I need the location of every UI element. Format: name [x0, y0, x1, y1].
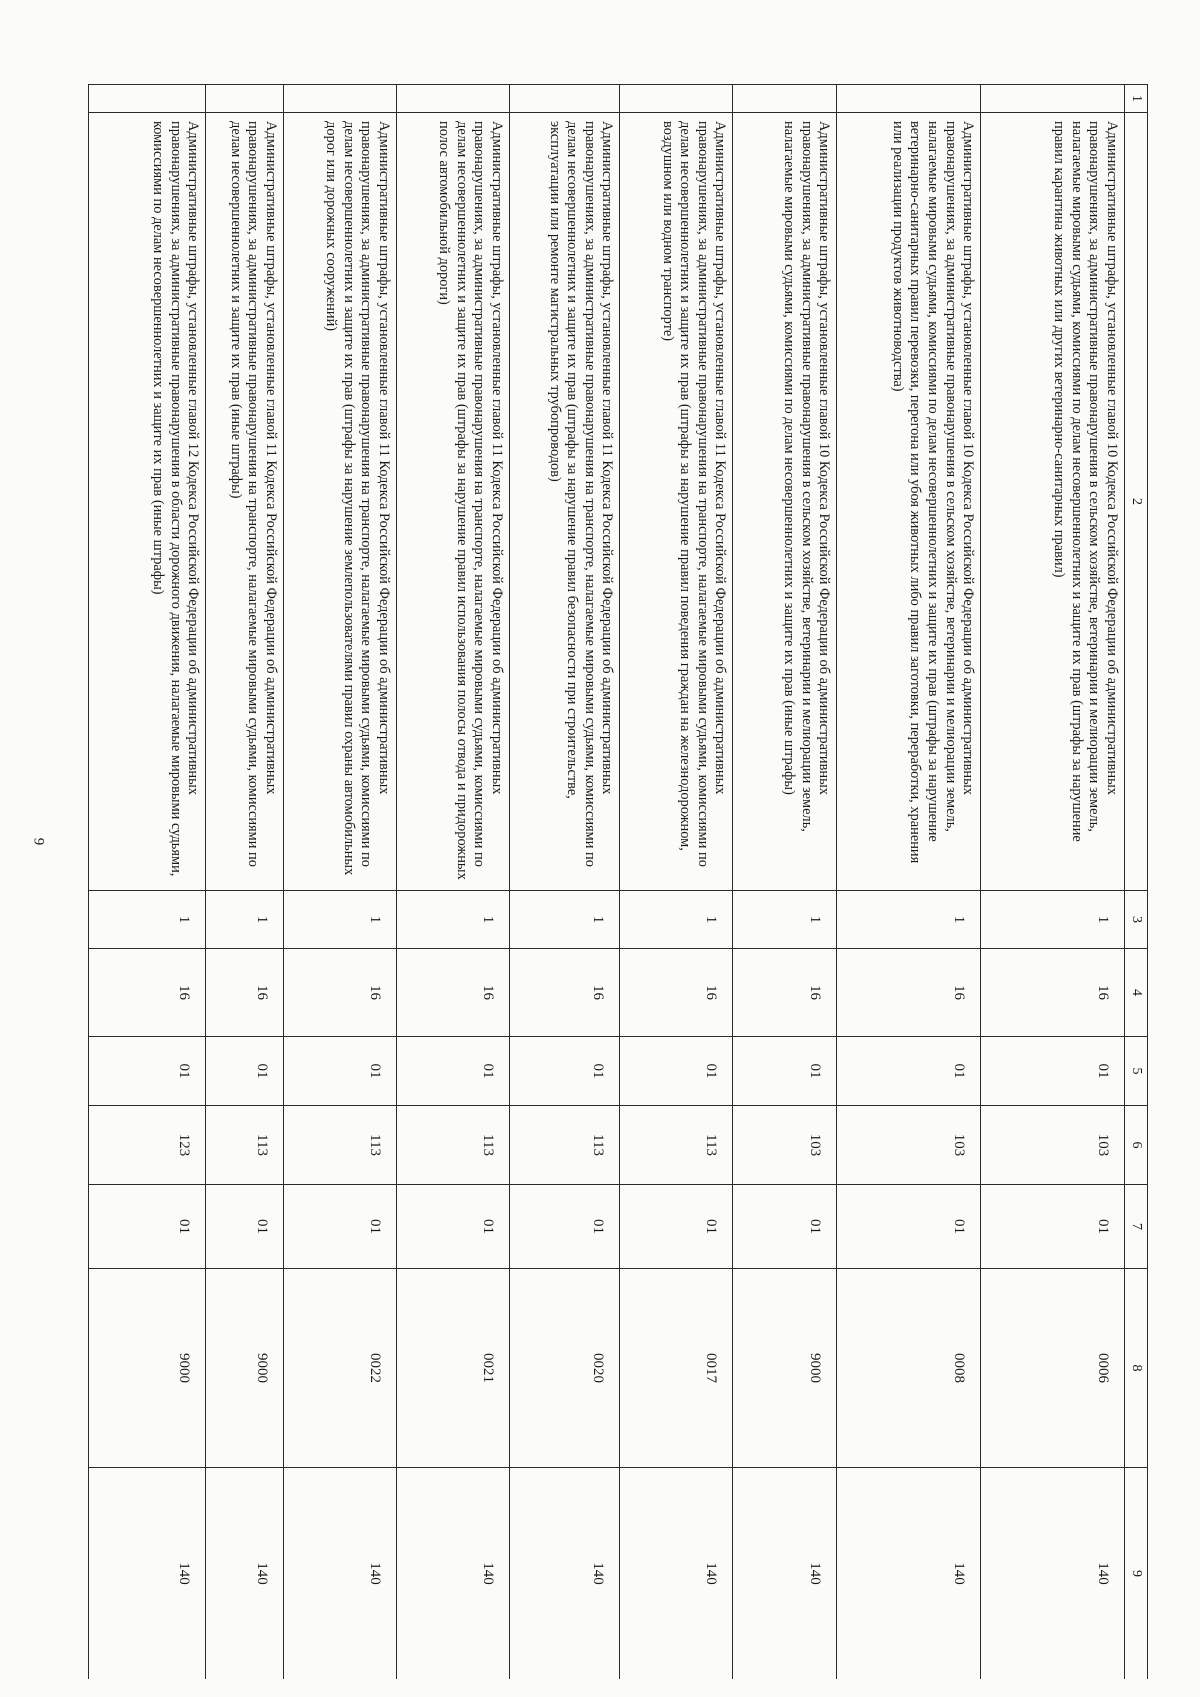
cell-description: Административные штрафы, установленные главой 11 Кодекса Российской Федерации об административных правонарушениях, за административные правонарушения на транспорте, налагаемые мировыми судьями, комиссиями по делам несовершеннолетних и защите их прав (иные штрафы) — [206, 113, 283, 891]
cell-index — [733, 85, 837, 113]
cell-code-5: 01 — [89, 1037, 206, 1106]
cell-code-6: 113 — [620, 1106, 733, 1185]
table-row — [509, 85, 620, 1680]
col-header-6: 6 — [1125, 1106, 1148, 1185]
cell-description: Административные штрафы, установленные главой 11 Кодекса Российской Федерации об административных правонарушениях, за административные правонарушения на транспорте, налагаемые мировыми судьями, комиссиями по делам несовершеннолетних и защите их прав (штрафы за нарушение землепользователями правил охраны автомобильных дорог или дорожных сооружений) — [283, 113, 396, 891]
cell-description: Административные штрафы, установленные главой 10 Кодекса Российской Федерации об административных правонарушениях, за административные правонарушения в сельском хозяйстве, ветеринарии и мелиорации земель, налагаемые мировыми судьями, комиссиями по делам несовершеннолетних и защите их прав (штрафы за нарушение правил карантина животных или других ветеринарно-санитарных правил) — [981, 113, 1125, 891]
cell-code-9: 140 — [509, 1468, 620, 1680]
cell-code-5: 01 — [733, 1037, 837, 1106]
table-row — [981, 85, 1125, 1680]
cell-code-9: 140 — [837, 1468, 981, 1680]
cell-code-7: 01 — [509, 1185, 620, 1269]
cell-index — [206, 85, 283, 113]
cell-description: Административные штрафы, установленные главой 11 Кодекса Российской Федерации об административных правонарушениях, за административные правонарушения на транспорте, налагаемые мировыми судьями, комиссиями по делам несовершеннолетних и защите их прав (штрафы за нарушение правил безопасности при строительстве, эксплуатации или ремонте магистральных трубопроводов) — [509, 113, 620, 891]
cell-code-9: 140 — [396, 1468, 509, 1680]
header-row — [1125, 85, 1148, 1680]
col-header-3: 3 — [1125, 891, 1148, 949]
cell-description: Административные штрафы, установленные главой 12 Кодекса Российской Федерации об административных правонарушениях, за административные правонарушения в области дорожного движения, налагаемые мировыми судьями, комиссиями по делам несовершеннолетних и защите их прав (иные штрафы) — [89, 113, 206, 891]
cell-code-7: 01 — [396, 1185, 509, 1269]
cell-description: Административные штрафы, установленные главой 11 Кодекса Российской Федерации об административных правонарушениях, за административные правонарушения на транспорте, налагаемые мировыми судьями, комиссиями по делам несовершеннолетних и защите их прав (штрафы за нарушение правил использования полосы отвода и придорожных полос автомобильной дороги) — [396, 113, 509, 891]
col-header-8: 8 — [1125, 1269, 1148, 1468]
cell-code-6: 103 — [981, 1106, 1125, 1185]
cell-code-8: 0017 — [620, 1269, 733, 1468]
table-row — [620, 85, 733, 1680]
cell-code-9: 140 — [733, 1468, 837, 1680]
cell-code-9: 140 — [206, 1468, 283, 1680]
cell-code-3: 1 — [89, 891, 206, 949]
cell-code-6: 113 — [283, 1106, 396, 1185]
cell-code-4: 16 — [396, 949, 509, 1037]
cell-code-3: 1 — [206, 891, 283, 949]
cell-code-6: 103 — [837, 1106, 981, 1185]
cell-code-6: 113 — [396, 1106, 509, 1185]
cell-code-5: 01 — [509, 1037, 620, 1106]
cell-index — [89, 85, 206, 113]
col-header-7: 7 — [1125, 1185, 1148, 1269]
cell-code-4: 16 — [733, 949, 837, 1037]
cell-code-8: 0020 — [509, 1269, 620, 1468]
cell-code-4: 16 — [981, 949, 1125, 1037]
cell-code-9: 140 — [283, 1468, 396, 1680]
cell-code-4: 16 — [620, 949, 733, 1037]
cell-code-5: 01 — [206, 1037, 283, 1106]
table-row — [396, 85, 509, 1680]
table-row — [89, 85, 206, 1680]
cell-code-7: 01 — [206, 1185, 283, 1269]
cell-index — [396, 85, 509, 113]
cell-index — [283, 85, 396, 113]
cell-code-9: 140 — [89, 1468, 206, 1680]
cell-code-3: 1 — [283, 891, 396, 949]
page-number: 9 — [30, 837, 47, 846]
cell-code-4: 16 — [283, 949, 396, 1037]
cell-code-8: 0022 — [283, 1269, 396, 1468]
cell-description: Административные штрафы, установленные главой 11 Кодекса Российской Федерации об административных правонарушениях, за административные правонарушения на транспорте, налагаемые мировыми судьями, комиссиями по делам несовершеннолетних и защите их прав (штрафы за нарушение правил поведения граждан на железнодорожном, воздушном или водном транспорте) — [620, 113, 733, 891]
cell-code-3: 1 — [733, 891, 837, 949]
budget-classification-table — [88, 84, 1148, 1679]
cell-code-5: 01 — [396, 1037, 509, 1106]
table-row — [283, 85, 396, 1680]
cell-description: Административные штрафы, установленные главой 10 Кодекса Российской Федерации об административных правонарушениях, за административные правонарушения в сельском хозяйстве, ветеринарии и мелиорации земель, налагаемые мировыми судьями, комиссиями по делам несовершеннолетних и защите их прав (иные штрафы) — [733, 113, 837, 891]
cell-index — [981, 85, 1125, 113]
cell-code-3: 1 — [837, 891, 981, 949]
cell-code-7: 01 — [837, 1185, 981, 1269]
cell-code-8: 9000 — [206, 1269, 283, 1468]
cell-index — [837, 85, 981, 113]
cell-code-3: 1 — [981, 891, 1125, 949]
cell-code-6: 113 — [509, 1106, 620, 1185]
cell-code-8: 0006 — [981, 1269, 1125, 1468]
cell-code-8: 9000 — [733, 1269, 837, 1468]
cell-code-6: 123 — [89, 1106, 206, 1185]
cell-code-8: 0008 — [837, 1269, 981, 1468]
cell-code-7: 01 — [733, 1185, 837, 1269]
cell-code-7: 01 — [283, 1185, 396, 1269]
cell-code-3: 1 — [620, 891, 733, 949]
cell-code-5: 01 — [620, 1037, 733, 1106]
cell-code-7: 01 — [981, 1185, 1125, 1269]
table-row — [837, 85, 981, 1680]
col-header-5: 5 — [1125, 1037, 1148, 1106]
table-row — [733, 85, 837, 1680]
cell-code-4: 16 — [509, 949, 620, 1037]
cell-code-5: 01 — [837, 1037, 981, 1106]
rotated-page-area — [88, 84, 1148, 1679]
cell-code-9: 140 — [620, 1468, 733, 1680]
col-header-2: 2 — [1125, 113, 1148, 891]
cell-code-4: 16 — [837, 949, 981, 1037]
col-header-9: 9 — [1125, 1468, 1148, 1680]
cell-code-7: 01 — [89, 1185, 206, 1269]
cell-code-3: 1 — [396, 891, 509, 949]
col-header-1: 1 — [1125, 85, 1148, 113]
cell-code-5: 01 — [283, 1037, 396, 1106]
cell-code-4: 16 — [206, 949, 283, 1037]
table-row — [206, 85, 283, 1680]
col-header-4: 4 — [1125, 949, 1148, 1037]
cell-code-8: 0021 — [396, 1269, 509, 1468]
cell-code-8: 9000 — [89, 1269, 206, 1468]
cell-code-6: 103 — [733, 1106, 837, 1185]
cell-code-5: 01 — [981, 1037, 1125, 1106]
cell-index — [509, 85, 620, 113]
cell-index — [620, 85, 733, 113]
cell-code-9: 140 — [981, 1468, 1125, 1680]
cell-code-7: 01 — [620, 1185, 733, 1269]
cell-code-4: 16 — [89, 949, 206, 1037]
cell-description: Административные штрафы, установленные главой 10 Кодекса Российской Федерации об административных правонарушениях, за административные правонарушения в сельском хозяйстве, ветеринарии и мелиорации земель, налагаемые мировыми судьями, комиссиями по делам несовершеннолетних и защите их прав (штрафы за нарушение ветеринарно-санитарных правил перевозки, перегона или убоя животных либо правил заготовки, переработки, хранения или реализации продуктов животноводства) — [837, 113, 981, 891]
cell-code-3: 1 — [509, 891, 620, 949]
cell-code-6: 113 — [206, 1106, 283, 1185]
